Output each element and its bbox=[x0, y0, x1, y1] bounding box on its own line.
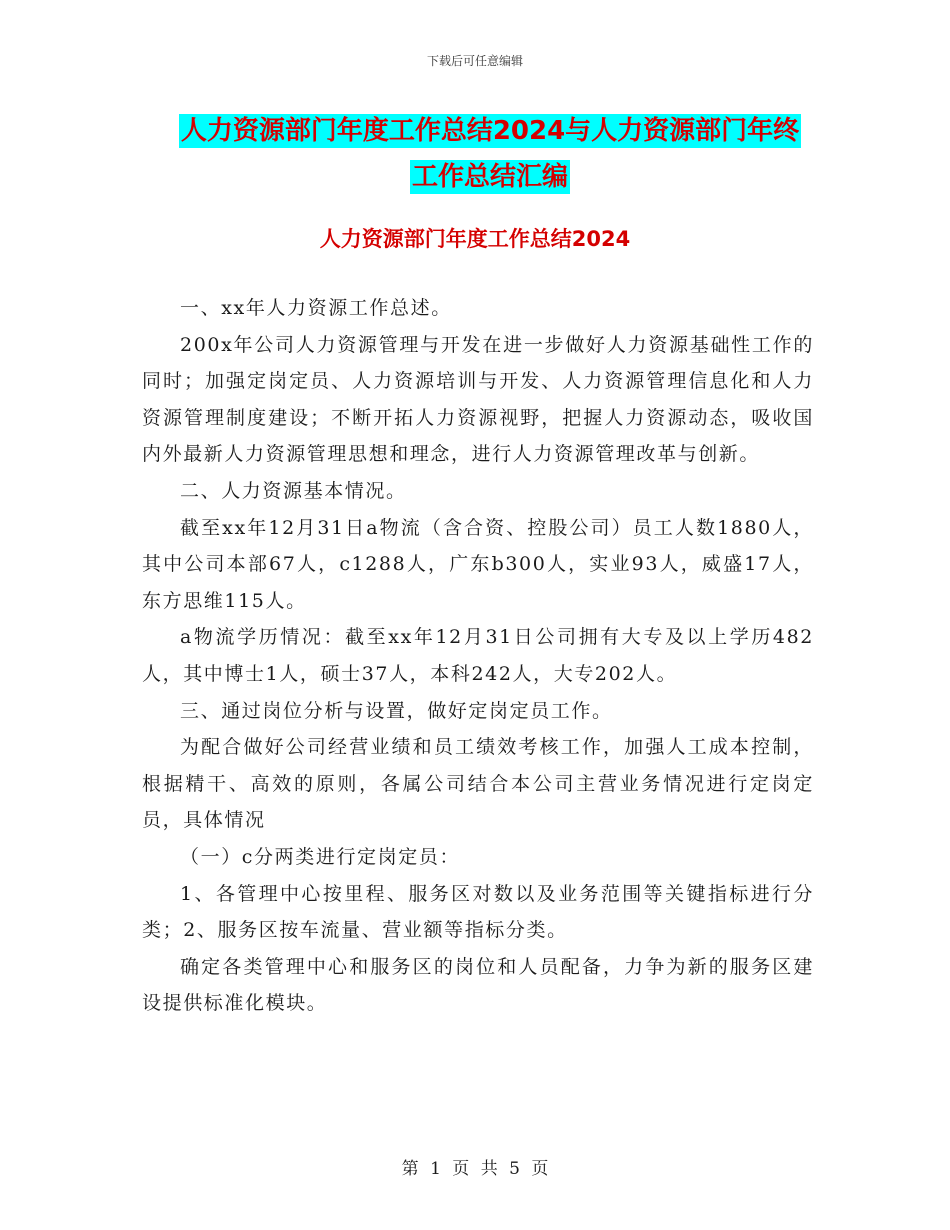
page-header: 下载后可任意编辑 bbox=[426, 54, 523, 68]
document-title-line-2: 工作总结汇编 bbox=[411, 162, 568, 192]
document-title bbox=[140, 108, 840, 200]
paragraph-6: 三、通过岗位分析与设置，做好定岗定员工作。 bbox=[180, 699, 613, 722]
paragraph-7: 为配合做好公司经营业绩和员工绩效考核工作，加强人工成本控制，根据精干、高效的原则，各属公司结合本公司主营业务情况进行定岗定员，具体情况 bbox=[142, 736, 814, 832]
paragraph-5: a物流学历情况：截至xx年12月31日公司拥有大专及以上学历482人，其中博士1人，硕士37人，本科242人，大专202人。 bbox=[142, 626, 814, 685]
paragraph-4: 截至xx年12月31日a物流（含合资、控股公司）员工人数1880人，其中公司本部67人，c1288人，广东b300人，实业93人，威盛17人，东方思维115人。 bbox=[142, 516, 814, 612]
section-title: 人力资源部门年度工作总结2024 bbox=[319, 227, 631, 251]
document-body bbox=[142, 290, 814, 1022]
document-title-line-1: 人力资源部门年度工作总结2024与人力资源部门年终 bbox=[180, 116, 800, 146]
paragraph-9: 1、各管理中心按里程、服务区对数以及业务范围等关键指标进行分类；2、服务区按车流量、营业额等指标分类。 bbox=[142, 882, 814, 942]
paragraph-8: （一）c分两类进行定岗定员： bbox=[180, 845, 461, 868]
paragraph-3: 二、人力资源基本情况。 bbox=[180, 479, 407, 502]
paragraph-2: 200x年公司人力资源管理与开发在进一步做好人力资源基础性工作的同时；加强定岗定员、人力资源培训与开发、人力资源管理信息化和人力资源管理制度建设；不断开拓人力资源视野，把握人力资源动态，吸收国内外最新人力资源管理思想和理念，进行人力资源管理改革与创新。 bbox=[142, 333, 814, 466]
paragraph-10: 确定各类管理中心和服务区的岗位和人员配备，力争为新的服务区建设提供标准化模块。 bbox=[142, 955, 814, 1015]
paragraph-1: 一、xx年人力资源工作总述。 bbox=[180, 297, 452, 319]
page-footer: 第 1 页 共 5 页 bbox=[401, 1159, 549, 1179]
